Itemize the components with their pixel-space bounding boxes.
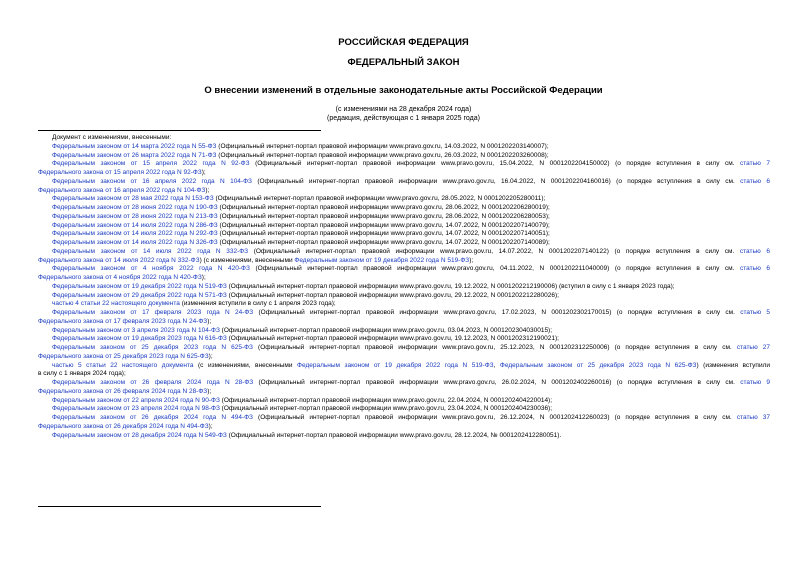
amendment-line [38,222,770,231]
amendment-text: (с изменениями, внесенными [193,361,298,369]
amendment-text: (Официальный интернет-портал правовой информации www.pravo.gov.ru, 14.07.2022, N 0001202207140122) (о порядке вступления в силу см. [248,247,740,255]
amendment-line-continuation [38,370,770,379]
amendment-text: (Официальный интернет-портал правовой информации www.pravo.gov.ru, 17.02.2023, N 0001202302170015) (о порядке вступления в силу см. [253,309,741,316]
amendment-text: ) (изменения вступили [696,361,770,369]
law-reference-link[interactable]: статью 9 [740,379,770,386]
amendment-line [38,405,770,414]
amendment-text: (Официальный интернет-портал правовой информации www.pravo.gov.ru, 14.03.2022, N 0001202203140007); [216,142,549,150]
amendments-note: (с изменениями на 28 декабря 2024 года) [335,106,472,113]
amendment-line-continuation [38,318,770,327]
amendment-text: (Официальный интернет-портал правовой информации www.pravo.gov.ru, 26.02.2024, N 0001202402260016) (о порядке вступления в силу см. [253,379,741,386]
amendment-text: (Официальный интернет-портал правовой информации www.pravo.gov.ru, 04.11.2022, N 0001202211040009) (о порядке вступления в силу см. [249,265,740,273]
amendment-line-continuation [38,353,770,362]
amendment-text: (Официальный интернет-портал правовой информации www.pravo.gov.ru, 14.07.2022, N 0001202207140079); [217,221,550,229]
law-reference-link[interactable]: Федеральным законом от 28 июня 2022 года N 190-ФЗ [52,204,218,211]
amendment-text: (Официальный интернет-портал правовой информации www.pravo.gov.ru, 25.12.2023, N 0001202312250006) (о порядке вступления в силу см. [252,344,737,351]
law-reference-link[interactable]: статью 37 [736,414,770,421]
amendment-text: (Официальный интернет-портал правовой информации www.pravo.gov.ru, 14.07.2022, N 0001202207140089); [217,239,550,246]
law-reference-link[interactable]: Федеральным законом от 3 апреля 2023 года N 104-ФЗ [52,326,220,334]
amendment-text: (Официальный интернет-портал правовой информации www.pravo.gov.ru, 14.07.2022, N 0001202207140051); [217,230,550,238]
law-reference-link[interactable]: статью 7 [740,160,770,168]
law-reference-link[interactable]: статью 6 [740,177,770,185]
law-reference-link[interactable]: Федеральным законом от 25 декабря 2023 года N 625-ФЗ [499,361,697,369]
amendment-text: (Официальный интернет-портал правовой информации www.pravo.gov.ru, 15.04.2022, N 0001202204150002) (о порядке вступления в силу см. [249,160,740,168]
law-reference-link[interactable]: Федеральным законом от 14 июля 2022 года N 292-ФЗ [52,230,218,238]
law-reference-link[interactable]: Федеральным законом от 14 марта 2022 года N 55-ФЗ [52,142,217,150]
law-reference-link[interactable]: статью 27 [736,344,770,351]
amendment-text: ); [208,422,213,430]
amendment-line [38,344,770,353]
amendment-line [38,300,770,309]
amendment-line [38,309,770,318]
amendment-lines [38,143,770,441]
amendment-line [38,178,770,187]
law-reference-link[interactable]: Федеральным законом от 29 декабря 2022 года N 571-ФЗ [52,291,227,299]
law-reference-link[interactable]: Федеральным законом от 17 февраля 2023 года N 24-ФЗ [52,309,254,316]
amendment-text: (Официальный интернет-портал правовой информации www.pravo.gov.ru, 23.04.2024, N 0001202404230036); [219,405,553,413]
amendments-intro: Документ с изменениями, внесенными: [52,134,172,141]
law-reference-link[interactable]: Федерального закона от 14 июля 2022 года N 332-ФЗ [38,256,200,264]
amendment-line [38,335,770,344]
amendment-line-continuation [38,388,770,397]
amendment-line [38,265,770,274]
amendment-text: (Официальный интернет-портал правовой информации www.pravo.gov.ru, 19.12.2023, N 0001202312190021); [226,335,559,343]
law-reference-link[interactable]: Федеральным законом от 26 марта 2022 года N 71-ФЗ [52,151,217,159]
amendment-line-continuation [38,257,770,266]
law-reference-link[interactable]: Федерального закона от 15 апреля 2022 года N 92-ФЗ [38,169,202,176]
law-reference-link[interactable]: Федеральным законом от 15 апреля 2022 года N 92-ФЗ [52,160,250,168]
amendment-line-continuation [38,274,770,283]
amendment-line [38,414,770,423]
law-reference-link[interactable]: Федеральным законом от 19 декабря 2022 года N 519-ФЗ [294,256,470,264]
amendment-text: ); [207,317,212,325]
amendment-line [38,204,770,213]
amendment-line [38,195,770,204]
amendment-line [38,152,770,161]
law-reference-link[interactable]: Федерального закона от 4 ноября 2022 года N 420-ФЗ [38,274,202,281]
amendment-line [38,239,770,248]
law-reference-link[interactable]: Федерального закона от 26 декабря 2024 года N 494-ФЗ [38,422,209,430]
divider-top [38,130,321,131]
amendment-text: ); [201,274,206,281]
amendment-text: в силу с 1 января 2024 года); [38,370,126,378]
law-reference-link[interactable]: Федеральным законом от 14 июля 2022 года N 286-ФЗ [52,221,218,229]
law-reference-link[interactable]: Федеральным законом от 28 мая 2022 года N 153-ФЗ [52,195,214,203]
law-reference-link[interactable]: Федеральным законом от 4 ноября 2022 года N 420-ФЗ [52,265,250,273]
amendment-text: ); [207,387,212,395]
edition-note: (редакция, действующая с 1 января 2025 года) [327,115,480,122]
amendment-text: (Официальный интернет-портал правовой информации www.pravo.gov.ru, 19.12.2022, N 0001202212190006) (вступил в силу с 1 января 2023 года); [226,282,675,290]
amendment-text: ); [205,186,210,194]
amendment-line [38,292,770,301]
law-reference-link[interactable]: Федеральным законом от 28 декабря 2024 года N 549-ФЗ [52,431,227,439]
amendment-line [38,379,770,388]
amendment-line [38,213,770,222]
law-reference-link[interactable]: частью 5 статьи 22 настоящего документа [52,361,194,369]
amendment-text: (Официальный интернет-портал правовой информации www.pravo.gov.ru, 28.06.2022, N 0001202206280019); [217,204,550,211]
amendment-line [38,230,770,239]
amendment-text: (Официальный интернет-портал правовой информации www.pravo.gov.ru, 28.12.2024, № 0001202412280051). [226,431,562,439]
amendment-text: (Официальный интернет-портал правовой информации www.pravo.gov.ru, 03.04.2023, N 0001202304030015); [219,326,553,334]
law-reference-link[interactable]: Федеральным законом от 19 декабря 2023 года N 616-ФЗ [52,335,227,343]
amendment-line [38,283,770,292]
amendment-text: (Официальный интернет-портал правовой информации www.pravo.gov.ru, 28.06.2022, N 0001202206280053); [217,212,550,220]
law-reference-link[interactable]: Федеральным законом от 26 декабря 2024 года N 494-ФЗ [52,414,253,421]
document-title: О внесении изменений в отдельные законодательные акты Российской Федерации [204,85,603,96]
amendment-line [38,143,770,152]
amendment-line-continuation [38,187,770,196]
amendment-line [38,397,770,406]
law-reference-link[interactable]: Федеральным законом от 14 июля 2022 года N 326-ФЗ [52,239,218,246]
amendment-line [38,327,770,336]
amendment-text: , [493,361,500,369]
amendment-line-continuation [38,169,770,178]
amendment-text: ); [201,169,206,176]
amendment-text: (Официальный интернет-портал правовой информации www.pravo.gov.ru, 26.03.2022, N 0001202203260008); [216,151,549,159]
law-reference-link[interactable]: Федеральным законом от 19 декабря 2022 года N 519-ФЗ [52,282,227,290]
law-reference-link[interactable]: Федерального закона от 17 февраля 2023 года N 24-ФЗ [38,317,208,325]
amendment-text: (Официальный интернет-портал правовой информации www.pravo.gov.ru, 29.12.2022, N 0001202212280026); [226,291,559,299]
law-reference-link[interactable]: статью 6 [739,265,770,273]
law-reference-link[interactable]: Федеральным законом от 19 декабря 2022 года N 519-ФЗ [297,361,494,369]
law-reference-link[interactable]: статью 5 [740,309,770,316]
law-reference-link[interactable]: Федеральным законом от 16 апреля 2022 года N 104-ФЗ [52,177,252,185]
amendment-text: ); [469,256,474,264]
amendment-line [38,248,770,257]
law-reference-link[interactable]: Федеральным законом от 22 апреля 2024 года N 90-ФЗ [52,396,220,404]
amendment-text: (Официальный интернет-портал правовой информации www.pravo.gov.ru, 16.04.2022, N 0001202204160016) (о порядке вступления в силу см. [251,177,741,185]
amendment-line [38,160,770,169]
amendment-line-continuation [38,423,770,432]
amendment-line [38,432,770,441]
law-reference-link[interactable]: Федерального закона от 25 декабря 2023 года N 625-ФЗ [38,352,209,360]
law-reference-link[interactable]: Федеральным законом от 23 апреля 2024 года N 98-ФЗ [52,405,220,413]
amendment-text: (изменения вступили в силу с 1 апреля 2023 года); [179,300,336,308]
law-reference-link[interactable]: статью 6 [739,247,770,255]
law-reference-link[interactable]: частью 4 статьи 22 настоящего документа [52,300,180,308]
divider-bottom [38,506,321,507]
law-reference-link[interactable]: Федерального закона от 26 февраля 2024 года N 28-ФЗ [38,387,208,395]
amendments-list [38,134,770,440]
amendment-text: ); [208,352,213,360]
law-reference-link[interactable]: Федеральным законом от 25 декабря 2023 года N 625-ФЗ [52,344,253,351]
law-reference-link[interactable]: Федерального закона от 16 апреля 2022 года N 104-ФЗ [38,186,206,194]
law-reference-link[interactable]: Федеральным законом от 26 февраля 2024 года N 28-ФЗ [52,379,254,386]
amendment-text: (Официальный интернет-портал правовой информации www.pravo.gov.ru, 28.05.2022, N 0001202205280011); [213,195,546,203]
amendment-text: (Официальный интернет-портал правовой информации www.pravo.gov.ru, 22.04.2024, N 0001202404220014); [219,396,553,404]
amendment-text: ) (с изменениями, внесенными [199,256,295,264]
document-type-heading: ФЕДЕРАЛЬНЫЙ ЗАКОН [347,57,460,68]
law-reference-link[interactable]: Федеральным законом от 28 июня 2022 года N 213-ФЗ [52,212,218,220]
amendment-text: (Официальный интернет-портал правовой информации www.pravo.gov.ru, 26.12.2024, N 0001202412260023) (о порядке вступления в силу см. [252,414,737,421]
amendment-line [38,362,770,371]
law-reference-link[interactable]: Федеральным законом от 14 июля 2022 года N 332-ФЗ [52,247,249,255]
federation-heading: РОССИЙСКАЯ ФЕДЕРАЦИЯ [338,37,469,48]
